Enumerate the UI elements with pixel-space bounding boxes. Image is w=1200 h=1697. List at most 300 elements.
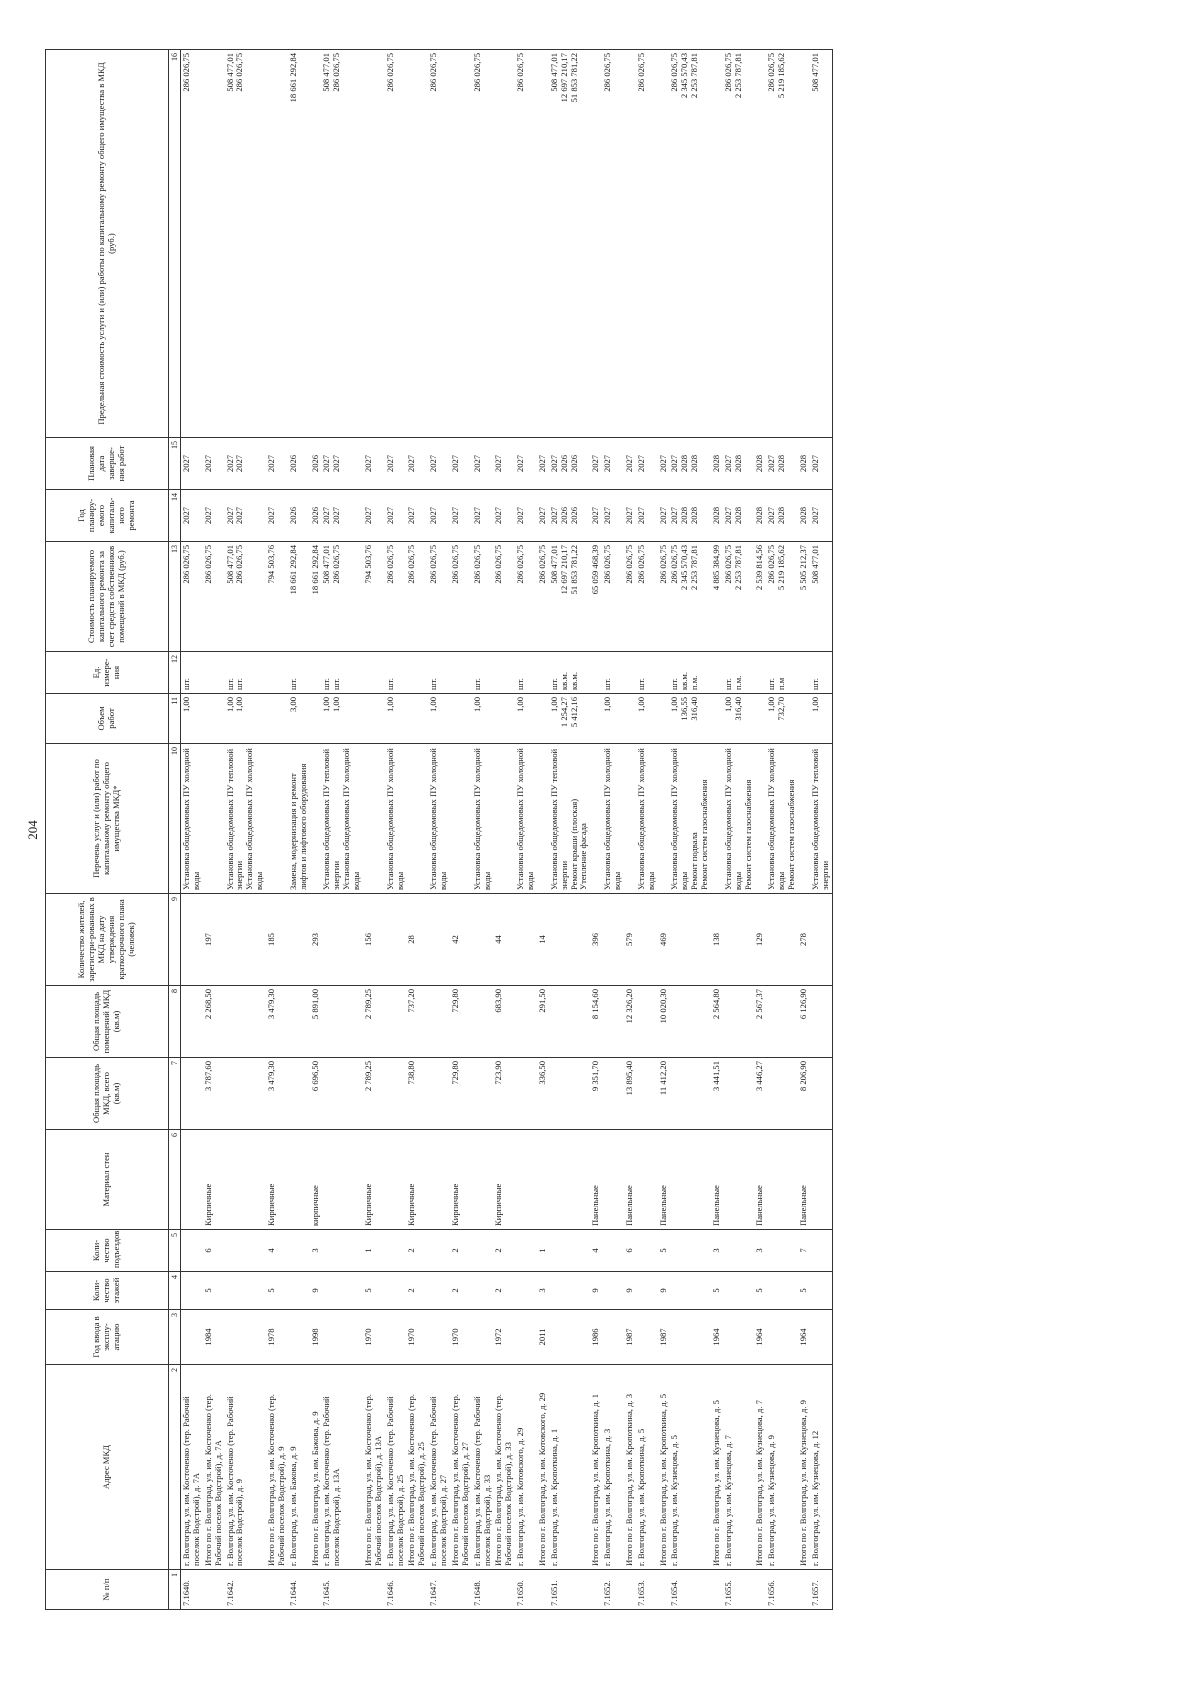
wall-material-cell — [181, 1130, 203, 1230]
year-built-cell — [288, 1310, 310, 1365]
year-built-cell — [723, 1310, 755, 1365]
wall-material-cell — [515, 1130, 537, 1230]
no-cell — [624, 1570, 636, 1610]
wall-material-cell: Кирпичные — [406, 1130, 428, 1230]
floors-cell — [810, 1272, 832, 1310]
total-area-cell — [602, 1058, 624, 1130]
floors-cell — [636, 1272, 658, 1310]
column-header: Объем работ — [46, 694, 169, 744]
work-volume: 5 412,16 — [568, 697, 579, 728]
work-volume: 1,00 — [181, 697, 191, 713]
address-cell: г. Волгоград, ул. им. Кропоткина, д. 1 — [549, 1365, 591, 1570]
completion-date: 2027 — [181, 454, 191, 473]
completion-date-cell — [428, 438, 450, 490]
no-cell — [266, 1570, 288, 1610]
year-built-cell: 1970 — [406, 1310, 428, 1365]
no-cell: 7.1645. — [321, 1570, 363, 1610]
address-cell: г. Волгоград, ул. им. Кузнецова, д. 12 — [810, 1365, 832, 1570]
no-cell: 7.1657. — [810, 1570, 832, 1610]
unit: шт. — [428, 678, 439, 690]
address-cell: Итого по г. Волгоград, ул. им. Котовского, д. 29 — [537, 1365, 549, 1570]
total-area-cell — [321, 1058, 363, 1130]
premises-area-cell — [549, 986, 591, 1058]
wall-material-cell — [723, 1130, 755, 1230]
cost: 286 026,75 — [449, 545, 460, 584]
cost: 5 219 185,62 — [776, 545, 787, 591]
cost: 2 539 814,56 — [754, 545, 765, 591]
work-item: Установка общедомовых ПУ холодной воды — [428, 748, 448, 890]
work-volume: 316,40 — [732, 697, 743, 721]
repair-year-cell — [428, 490, 450, 542]
column-header: Ед. измере-ния — [46, 652, 169, 694]
cost-cell — [658, 542, 670, 652]
cost-cell — [669, 542, 711, 652]
year-built-cell: 1964 — [711, 1310, 723, 1365]
completion-date: 2028 — [754, 454, 765, 473]
cost-cell — [754, 542, 766, 652]
unit: шт. — [331, 678, 342, 690]
residents-cell: 129 — [754, 894, 766, 986]
unit: кв.м. — [568, 672, 579, 690]
completion-date-cell — [549, 438, 591, 490]
entrances-cell — [321, 1230, 363, 1272]
max-cost-cell — [669, 50, 711, 438]
wall-material-cell: Кирпичные — [203, 1130, 225, 1230]
cost: 18 661 292,84 — [309, 545, 320, 595]
cost: 286 026,75 — [623, 545, 634, 584]
wall-material-cell: кирпичные — [310, 1130, 322, 1230]
work-item: Установка общедомовых ПУ холодной воды — [602, 748, 622, 890]
table-body — [181, 50, 833, 1610]
cost: 51 853 781,22 — [568, 545, 579, 595]
unit: шт. — [669, 678, 680, 690]
wall-material-cell: Кирпичные — [363, 1130, 385, 1230]
address-cell: Итого по г. Волгоград, ул. им. Косточенко (тер. Рабочий поселок Водстрой), д. 9 — [266, 1365, 288, 1570]
wall-material-cell — [428, 1130, 450, 1230]
max-cost: 286 026,75 — [471, 53, 482, 92]
no-cell: 7.1650. — [515, 1570, 537, 1610]
premises-area-cell — [321, 986, 363, 1058]
column-header: Общая площадь помещений МКД (кв.м) — [46, 986, 169, 1058]
work-volume-cell — [658, 694, 670, 744]
completion-date: 2027 — [590, 454, 601, 473]
work-volume-cell — [472, 694, 494, 744]
work-item: Установка общедомовых ПУ холодной воды — [341, 748, 361, 890]
no-cell — [310, 1570, 322, 1610]
column-header: Коли-чество подъездов — [46, 1230, 169, 1272]
completion-date: 2027 — [266, 454, 276, 473]
entrances-cell — [225, 1230, 267, 1272]
cost-cell — [711, 542, 723, 652]
repair-year-cell — [624, 490, 636, 542]
table-row — [658, 50, 670, 1610]
column-number: 6 — [169, 1130, 181, 1230]
unit: шт. — [602, 678, 613, 690]
completion-date: 2028 — [732, 454, 743, 473]
address-cell: г. Волгоград, ул. им. Косточенко (тер. Рабочий поселок Водстрой), д. 27 — [428, 1365, 450, 1570]
cost-cell — [624, 542, 636, 652]
completion-date: 2027 — [536, 454, 547, 473]
wall-material-cell — [225, 1130, 267, 1230]
work-volume: 1,00 — [548, 697, 559, 713]
table-row — [636, 50, 658, 1610]
address-cell: г. Волгоград, ул. им. Косточенко (тер. Рабочий поселок Водстрой), д. 33 — [472, 1365, 494, 1570]
work-item-cell — [669, 744, 711, 894]
cost: 286 026,75 — [722, 545, 733, 584]
work-volume-cell — [385, 694, 407, 744]
cost: 286 026,75 — [602, 545, 613, 584]
repair-year: 2026 — [558, 506, 569, 525]
address-cell: Итого по г. Волгоград, ул. им. Кузнецова, д. 5 — [711, 1365, 723, 1570]
unit-cell — [266, 652, 288, 694]
max-cost-cell — [636, 50, 658, 438]
unit-cell — [636, 652, 658, 694]
repair-year: 2027 — [623, 506, 634, 525]
floors-cell: 9 — [590, 1272, 602, 1310]
cost-cell — [590, 542, 602, 652]
premises-area-cell: 2 789,25 — [363, 986, 385, 1058]
unit-cell — [590, 652, 602, 694]
cost-cell — [537, 542, 549, 652]
unit: п.м. — [689, 675, 700, 690]
cost: 286 026,75 — [766, 545, 777, 584]
total-area-cell — [723, 1058, 755, 1130]
total-area-cell — [669, 1058, 711, 1130]
work-item-cell — [766, 744, 798, 894]
column-header: Количество жителей, зарегистри-рованных в МКД на дату утверждения краткосрочного плана (человек) — [46, 894, 169, 986]
cost: 2 253 787,81 — [732, 545, 743, 591]
total-area-cell — [225, 1058, 267, 1130]
cost: 508 477,01 — [809, 545, 820, 584]
cost: 286 026,75 — [331, 545, 342, 584]
cost: 5 505 212,37 — [797, 545, 808, 591]
no-cell — [658, 1570, 670, 1610]
work-item-cell — [225, 744, 267, 894]
wall-material-cell — [549, 1130, 591, 1230]
completion-date: 2027 — [449, 454, 460, 473]
cost: 286 026,75 — [181, 545, 191, 584]
floors-cell — [225, 1272, 267, 1310]
residents-cell — [810, 894, 832, 986]
column-number: 8 — [169, 986, 181, 1058]
total-area-cell: 6 696,50 — [310, 1058, 322, 1130]
completion-date-cell — [537, 438, 549, 490]
completion-date-cell — [321, 438, 363, 490]
wall-material-cell — [385, 1130, 407, 1230]
unit: шт. — [548, 678, 559, 690]
repair-year: 2027 — [384, 506, 395, 525]
wall-material-cell: Панельные — [711, 1130, 723, 1230]
total-area-cell: 729,80 — [450, 1058, 472, 1130]
wall-material-cell — [636, 1130, 658, 1230]
completion-date: 2027 — [406, 454, 417, 473]
repair-year-cell — [723, 490, 755, 542]
premises-area-cell — [385, 986, 407, 1058]
entrances-cell: 4 — [590, 1230, 602, 1272]
premises-area-cell — [636, 986, 658, 1058]
entrances-cell — [549, 1230, 591, 1272]
premises-area-cell — [669, 986, 711, 1058]
max-cost-cell — [363, 50, 385, 438]
repair-year: 2027 — [493, 506, 504, 525]
work-item-cell — [798, 744, 810, 894]
work-volume: 732,70 — [776, 697, 787, 721]
completion-date: 2027 — [384, 454, 395, 473]
completion-date: 2027 — [809, 454, 820, 473]
unit: кв.м. — [558, 672, 569, 690]
cost-cell — [181, 542, 203, 652]
total-area-cell: 11 412,20 — [658, 1058, 670, 1130]
repair-year: 2028 — [732, 506, 743, 525]
year-built-cell — [636, 1310, 658, 1365]
table-row — [428, 50, 450, 1610]
completion-date: 2027 — [635, 454, 646, 473]
completion-date-cell — [711, 438, 723, 490]
max-cost-cell — [385, 50, 407, 438]
table-row — [406, 50, 428, 1610]
wall-material-cell: Панельные — [590, 1130, 602, 1230]
max-cost-cell — [723, 50, 755, 438]
premises-area-cell — [515, 986, 537, 1058]
no-cell: 7.1656. — [766, 1570, 798, 1610]
work-item: Установка общедомовых ПУ холодной воды — [635, 748, 656, 890]
total-area-cell: 13 895,40 — [624, 1058, 636, 1130]
total-area-cell: 723,90 — [493, 1058, 515, 1130]
max-cost: 286 026,75 — [669, 53, 680, 92]
repair-year: 2027 — [428, 506, 439, 525]
cost: 286 026,75 — [493, 545, 504, 584]
repair-year: 2027 — [548, 506, 559, 525]
wall-material-cell: Панельные — [624, 1130, 636, 1230]
work-volume-cell — [225, 694, 267, 744]
unit-cell — [493, 652, 515, 694]
column-number: 11 — [169, 694, 181, 744]
table-row — [225, 50, 267, 1610]
residents-cell — [472, 894, 494, 986]
entrances-cell — [288, 1230, 310, 1272]
repair-year-cell — [754, 490, 766, 542]
cost: 508 477,01 — [548, 545, 559, 584]
table-row — [472, 50, 494, 1610]
address-cell: г. Волгоград, ул. им. Косточенко (тер. Рабочий поселок Водстрой), д. 13А — [321, 1365, 363, 1570]
work-item-cell — [624, 744, 636, 894]
work-volume: 1,00 — [722, 697, 733, 713]
wall-material-cell: Кирпичные — [266, 1130, 288, 1230]
work-volume-cell — [754, 694, 766, 744]
table-row — [669, 50, 711, 1610]
entrances-cell: 3 — [754, 1230, 766, 1272]
column-number: 1 — [169, 1570, 181, 1610]
address-cell: Итого по г. Волгоград, ул. им. Кропоткина, д. 3 — [624, 1365, 636, 1570]
repair-year: 2026 — [287, 506, 298, 525]
wall-material-cell: Панельные — [754, 1130, 766, 1230]
repair-year: 2027 — [224, 506, 235, 525]
no-cell — [450, 1570, 472, 1610]
no-cell — [363, 1570, 385, 1610]
address-cell: Итого по г. Волгоград, ул. им. Кузнецова, д. 7 — [754, 1365, 766, 1570]
completion-date-cell — [450, 438, 472, 490]
wall-material-cell — [602, 1130, 624, 1230]
entrances-cell — [428, 1230, 450, 1272]
address-cell: Итого по г. Волгоград, ул. им. Косточенко (тер. Рабочий поселок Водстрой), д. 27 — [450, 1365, 472, 1570]
unit-cell — [624, 652, 636, 694]
completion-date: 2027 — [471, 454, 482, 473]
year-built-cell — [321, 1310, 363, 1365]
repair-year-cell — [363, 490, 385, 542]
work-item-cell — [363, 744, 385, 894]
work-item: Установка общедомовых ПУ тепловой энергии — [224, 748, 245, 890]
table-row — [288, 50, 310, 1610]
residents-cell: 28 — [406, 894, 428, 986]
completion-date: 2028 — [710, 454, 721, 473]
work-item: Установка общедомовых ПУ тепловой энергии — [548, 748, 569, 890]
residents-cell: 138 — [711, 894, 723, 986]
address-cell: г. Волгоград, ул. им. Косточенко (тер. Рабочий поселок Водстрой), д. 7А — [181, 1365, 203, 1570]
repair-year: 2027 — [657, 506, 668, 525]
max-cost-cell — [181, 50, 203, 438]
entrances-cell — [669, 1230, 711, 1272]
unit-cell — [363, 652, 385, 694]
completion-date: 2027 — [234, 454, 245, 473]
work-item-cell — [493, 744, 515, 894]
residents-cell: 14 — [537, 894, 549, 986]
unit: шт. — [809, 678, 820, 690]
floors-cell — [669, 1272, 711, 1310]
unit-cell — [288, 652, 310, 694]
repair-year-cell — [636, 490, 658, 542]
residents-cell — [321, 894, 363, 986]
address-cell: г. Волгоград, ул. им. Кузнецова, д. 7 — [723, 1365, 755, 1570]
column-header: Адрес МКД — [46, 1365, 169, 1570]
premises-area-cell — [602, 986, 624, 1058]
premises-area-cell — [288, 986, 310, 1058]
repair-year: 2028 — [797, 506, 808, 525]
repair-year: 2027 — [766, 506, 777, 525]
completion-date-cell — [602, 438, 624, 490]
address-cell: г. Волгоград, ул. им. Косточенко (тер. Рабочий поселок Водстрой), д. 9 — [225, 1365, 267, 1570]
cost: 286 026,75 — [428, 545, 439, 584]
page-number: 204 — [25, 820, 40, 840]
cost-cell — [450, 542, 472, 652]
column-number: 3 — [169, 1310, 181, 1365]
work-volume: 1,00 — [471, 697, 482, 713]
completion-date-cell — [798, 438, 810, 490]
premises-area-cell: 12 326,20 — [624, 986, 636, 1058]
premises-area-cell: 683,90 — [493, 986, 515, 1058]
residents-cell — [428, 894, 450, 986]
work-volume-cell — [669, 694, 711, 744]
table-row — [766, 50, 798, 1610]
year-built-cell — [472, 1310, 494, 1365]
column-number: 2 — [169, 1365, 181, 1570]
work-item: Установка общедомовых ПУ холодной воды — [244, 748, 265, 890]
column-number: 4 — [169, 1272, 181, 1310]
completion-date-cell — [723, 438, 755, 490]
max-cost: 508 477,01 — [321, 53, 332, 92]
unit: шт. — [635, 678, 646, 690]
work-volume-cell — [266, 694, 288, 744]
cost-cell — [385, 542, 407, 652]
year-built-cell — [385, 1310, 407, 1365]
no-cell — [493, 1570, 515, 1610]
work-volume-cell — [515, 694, 537, 744]
repair-year-cell — [810, 490, 832, 542]
cost-cell — [310, 542, 322, 652]
premises-area-cell: 2 567,37 — [754, 986, 766, 1058]
year-built-cell: 2011 — [537, 1310, 549, 1365]
address-cell: Итого по г. Волгоград, ул. им. Кузнецова, д. 9 — [798, 1365, 810, 1570]
total-area-cell — [766, 1058, 798, 1130]
column-header: Коли-чество этажей — [46, 1272, 169, 1310]
premises-area-cell — [181, 986, 203, 1058]
unit-cell — [515, 652, 537, 694]
entrances-cell — [472, 1230, 494, 1272]
repair-year-cell — [549, 490, 591, 542]
floors-cell: 5 — [798, 1272, 810, 1310]
residents-cell: 278 — [798, 894, 810, 986]
floors-cell — [766, 1272, 798, 1310]
max-cost: 508 477,01 — [224, 53, 235, 92]
table-row — [602, 50, 624, 1610]
cost: 286 026,75 — [471, 545, 482, 584]
work-volume-cell — [310, 694, 322, 744]
premises-area-cell — [766, 986, 798, 1058]
wall-material-cell: Панельные — [658, 1130, 670, 1230]
work-item-cell — [549, 744, 591, 894]
max-cost: 286 026,75 — [515, 53, 526, 92]
work-item: Ремонт систем газоснабжения — [699, 779, 709, 890]
column-header: Год ввода в эксплу-атацию — [46, 1310, 169, 1365]
max-cost: 2 253 787,81 — [732, 53, 743, 99]
entrances-cell: 1 — [363, 1230, 385, 1272]
residents-cell: 42 — [450, 894, 472, 986]
repair-year: 2027 — [202, 506, 213, 525]
max-cost-cell — [766, 50, 798, 438]
work-volume-cell — [602, 694, 624, 744]
max-cost-cell — [658, 50, 670, 438]
entrances-cell — [515, 1230, 537, 1272]
work-item: Ремонт подвала — [689, 832, 700, 890]
work-volume: 1,00 — [321, 697, 332, 713]
work-item: Ремонт систем газоснабжения — [742, 779, 753, 890]
cost: 794 503,76 — [266, 545, 276, 584]
total-area-cell: 3 446,27 — [754, 1058, 766, 1130]
total-area-cell — [636, 1058, 658, 1130]
work-volume-cell — [766, 694, 798, 744]
repair-plan-table — [45, 49, 833, 1610]
column-number: 13 — [169, 542, 181, 652]
residents-cell — [669, 894, 711, 986]
unit-cell — [225, 652, 267, 694]
entrances-cell — [385, 1230, 407, 1272]
completion-date: 2026 — [287, 454, 298, 473]
max-cost: 286 026,75 — [181, 53, 191, 92]
work-item-cell — [658, 744, 670, 894]
work-volume-cell — [810, 694, 832, 744]
floors-cell: 3 — [537, 1272, 549, 1310]
year-built-cell: 1964 — [754, 1310, 766, 1365]
column-header: Предельная стоимость услуги и (или) работы по капитальному ремонту общего имущества в МКД (руб.) — [46, 50, 169, 438]
completion-date: 2027 — [493, 454, 504, 473]
no-cell: 7.1647. — [428, 1570, 450, 1610]
no-cell: 7.1640. — [181, 1570, 203, 1610]
entrances-cell — [766, 1230, 798, 1272]
work-item-cell — [321, 744, 363, 894]
address-cell: г. Волгоград, ул. им. Кузнецова, д. 5 — [669, 1365, 711, 1570]
repair-year-cell — [203, 490, 225, 542]
floors-cell — [385, 1272, 407, 1310]
table-row — [798, 50, 810, 1610]
